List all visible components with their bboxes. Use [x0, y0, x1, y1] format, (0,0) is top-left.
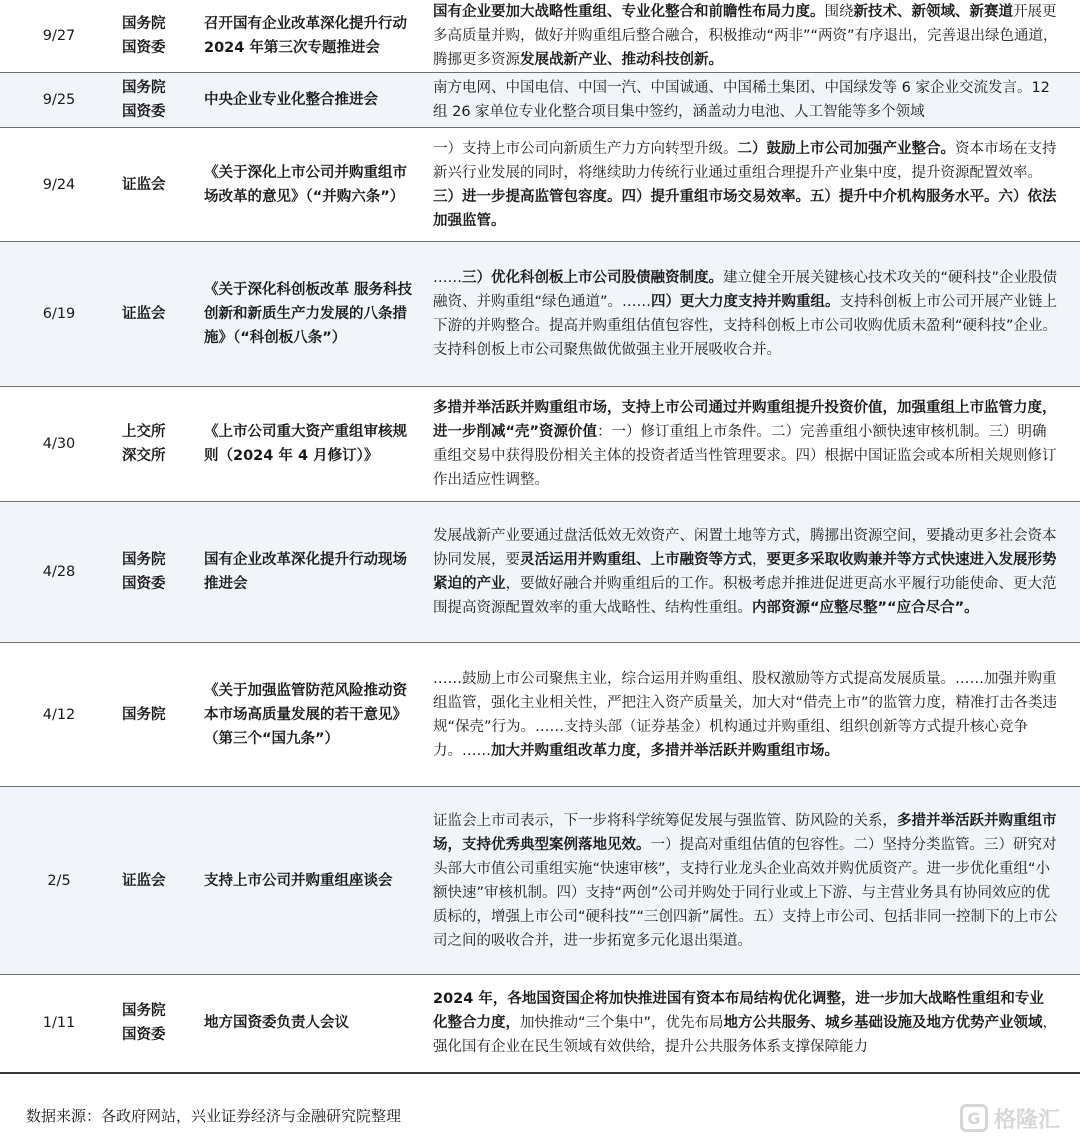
content-highlight: 国有企业要加大战略性重组、专业化整合和前瞻性布局力度。 [433, 4, 825, 20]
issuer-name: 深交所 [122, 448, 166, 464]
table-row [0, 0, 1080, 73]
table-row [0, 387, 1080, 502]
event-title: 《关于深化科创板改革 服务科技创新和新质生产力发展的八条措施》（“科创板八条”） [204, 282, 413, 346]
watermark-text: 格隆汇 [993, 1107, 1060, 1133]
row-event [196, 0, 419, 73]
content-highlight: 多措并举活跃并购重组市场，支持上市公司通过并购重组提升投资价值，加强重组上市监管力度，进一步削减“壳”资源价值 [433, 400, 1057, 440]
row-event [196, 643, 419, 787]
issuer-name: 国资委 [122, 40, 166, 56]
content-text: …… [433, 270, 462, 286]
content-text: ，强化国有企业在民生领域有效供给，提升公共服务体系支撑保障能力 [433, 1015, 1058, 1056]
content-highlight: 三）优化科创板上市公司股债融资制度。 [462, 270, 723, 286]
row-issuer [118, 73, 196, 128]
row-event [196, 242, 419, 387]
row-issuer [118, 787, 196, 975]
row-content [419, 643, 1080, 787]
row-date: 6/19 [0, 242, 118, 387]
event-title: 《关于深化上市公司并购重组市场改革的意见》（“并购六条”） [204, 164, 407, 205]
issuer-name: 证监会 [122, 306, 166, 322]
content-text: 建立健全开展关键核心技术攻关的“硬科技”企业股债融资、并购重组“绿色通道”。…… [433, 270, 1058, 310]
row-content [419, 128, 1080, 242]
row-date: 9/27 [42, 28, 76, 44]
row-event [196, 128, 419, 242]
content-highlight: 四）更大力度支持并购重组。 [651, 294, 840, 310]
row-issuer [118, 643, 196, 787]
watermark [960, 1100, 1060, 1136]
row-content [419, 0, 1080, 73]
content-highlight: 地方公共服务、城乡基础设施及地方优势产业领域 [723, 1015, 1043, 1032]
issuer-name: 国资委 [122, 104, 166, 120]
content-text: ，要做好融合并购重组后的工作。积极考虑并推进促进更高水平履行功能使命、更大范围提高资源配置效率的重大战略性、结构性重组。 [433, 576, 1057, 616]
content-highlight: 要更多采取收购兼并等方式快速进入发展形势紧迫的产业 [433, 552, 1057, 592]
content-text: 加快推动“三个集中”，优先布局 [520, 1015, 724, 1032]
event-title: 国有企业改革深化提升行动现场推进会 [204, 552, 407, 592]
row-content [419, 242, 1080, 387]
issuer-name: 国务院 [122, 80, 166, 96]
row-issuer [118, 242, 196, 387]
content-highlight: 加大并购重组改革力度，多措并举活跃并购重组市场。 [491, 742, 839, 759]
content-highlight: 新技术、新领域、新赛道 [853, 4, 1013, 20]
content-text: 南方电网、中国电信、中国一汽、中国诚通、中国稀土集团、中国绿发等 6 家企业交流发言。12 组 26 家单位专业化整合项目集中签约，涵盖动力电池、人工智能等多个领域 [433, 80, 1050, 120]
row-content [419, 387, 1080, 502]
content-highlight: 三）进一步提高监管包容度。四）提升重组市场交易效率。五）提升中介机构服务水平。六）依法加强监管。 [433, 188, 1057, 229]
row-date: 4/28 [0, 502, 118, 643]
event-title: 支持上市公司并购重组座谈会 [204, 872, 393, 889]
content-text: 支持科创板上市公司开展产业链上下游的并购整合。提高并购重组估值包容性，支持科创板上市公司收购优质未盈利“硬科技”企业。支持科创板上市公司聚焦做优做强主业开展吸收合并。 [433, 294, 1058, 358]
issuer-name: 国务院 [122, 706, 166, 723]
gelonghui-logo-icon: G [960, 1104, 988, 1132]
row-event [196, 975, 419, 1073]
issuer-name: 国务院 [122, 552, 166, 568]
row-date: 2/5 [0, 787, 118, 975]
event-title: 《上市公司重大资产重组审核规则（2024 年 4 月修订）》 [204, 424, 407, 464]
row-content [419, 975, 1080, 1073]
source-note: 数据来源：各政府网站，兴业证券经济与金融研究院整理 [26, 1107, 402, 1125]
content-text: 证监会上市司表示，下一步将科学统筹促发展与强监管、防风险的关系， [433, 812, 897, 829]
row-event [196, 387, 419, 502]
content-text: 围绕 [824, 4, 854, 20]
content-highlight: 多措并举活跃并购重组市场，支持优秀典型案例落地见效。 [433, 812, 1057, 853]
row-date: 9/25 [0, 73, 118, 128]
content-text: ， [752, 552, 767, 568]
row-issuer [118, 128, 196, 242]
content-highlight: 二）鼓励上市公司加强产业整合。 [737, 140, 955, 157]
table-row [0, 975, 1080, 1073]
issuer-name: 证监会 [122, 176, 166, 193]
content-text: 开展更多高质量并购，做好并购重组后整合融合，积极推动“两非”“两资”有序退出，完善退出绿色通道，腾挪更多资源 [433, 4, 1058, 68]
row-content [419, 502, 1080, 643]
table-row [0, 128, 1080, 242]
issuer-name: 国务院 [122, 16, 166, 32]
table-row [0, 502, 1080, 643]
row-content [419, 787, 1080, 975]
row-issuer [118, 502, 196, 643]
content-text: 一）支持上市公司向新质生产力方向转型升级。 [433, 140, 738, 157]
row-date: 4/30 [42, 436, 76, 452]
content-highlight: 2024 年，各地国资国企将加快推进国有资本布局结构优化调整，进一步加大战略性重组和专业化整合力度， [433, 991, 1044, 1032]
row-event [196, 502, 419, 643]
issuer-name: 国资委 [122, 1027, 166, 1044]
event-title: 地方国资委负责人会议 [204, 1015, 349, 1032]
content-text: ：一）修订重组上市条件。二）完善重组小额快速审核机制。三）明确重组交易中获得股份相关主体的投资者适当性管理要求。四）根据中国证监会或本所相关规则修订作出适应性调整。 [433, 424, 1057, 488]
row-date: 9/24 [42, 176, 76, 193]
content-text: ……鼓励上市公司聚焦主业，综合运用并购重组、股权激励等方式提高发展质量。……加强并购重组监管，强化主业相关性，严把注入资产质量关，加大对“借壳上市”的监管力度，精准打击各类违规“保壳”行为。……支持头部（证券基金）机构通过并购重组、组织创新等方式提升核心竞争力。…… [433, 670, 1058, 759]
table-row [0, 73, 1080, 128]
content-highlight: 内部资源“应整尽整”“应合尽合”。 [752, 600, 979, 616]
row-event [196, 73, 419, 128]
row-issuer [118, 387, 196, 502]
row-content [419, 73, 1080, 128]
issuer-name: 上交所 [122, 424, 166, 440]
issuer-name: 国务院 [122, 1003, 166, 1020]
event-title: 中央企业专业化整合推进会 [204, 92, 378, 108]
content-text: 资本市场在支持新兴行业发展的同时，将继续助力传统行业通过重组合理提升产业集中度，提升资源配置效率。 [433, 140, 1057, 181]
row-event [196, 787, 419, 975]
table-row [0, 643, 1080, 787]
content-text: 发展战新产业要通过盘活低效无效资产、闲置土地等方式，腾挪出资源空间，要撬动更多社会资本协同发展，要 [433, 528, 1057, 568]
row-date: 4/12 [42, 706, 76, 723]
content-text: 一）提高对重组估值的包容性。二）坚持分类监管。三）研究对头部大市值公司重组实施“快速审核”，支持行业龙头企业高效并购优质资产。进一步优化重组“小额快速”审核机制。四）支持“两创”公司并购处于同行业或上下游、与主营业务具有协同效应的优质标的，增强上市公司“硬科技”“三创四新”属性。五）支持上市公司、包括非同一控制下的上市公司之间的吸收合并，进一步拓宽多元化退出渠道。 [433, 836, 1058, 949]
row-issuer [118, 0, 196, 73]
row-date: 1/11 [42, 1015, 76, 1032]
row-issuer [118, 975, 196, 1073]
content-highlight: 发展战新产业、推动科技创新。 [520, 52, 723, 68]
issuer-name: 证监会 [122, 872, 166, 889]
event-title: 《关于加强监管防范风险推动资本市场高质量发展的若干意见》（第三个“国九条”） [204, 682, 407, 747]
table-row [0, 787, 1080, 975]
event-title: 召开国有企业改革深化提升行动 2024 年第三次专题推进会 [204, 16, 407, 56]
table-row [0, 242, 1080, 387]
content-highlight: 灵活运用并购重组、上市融资等方式 [520, 552, 752, 568]
issuer-name: 国资委 [122, 576, 166, 592]
